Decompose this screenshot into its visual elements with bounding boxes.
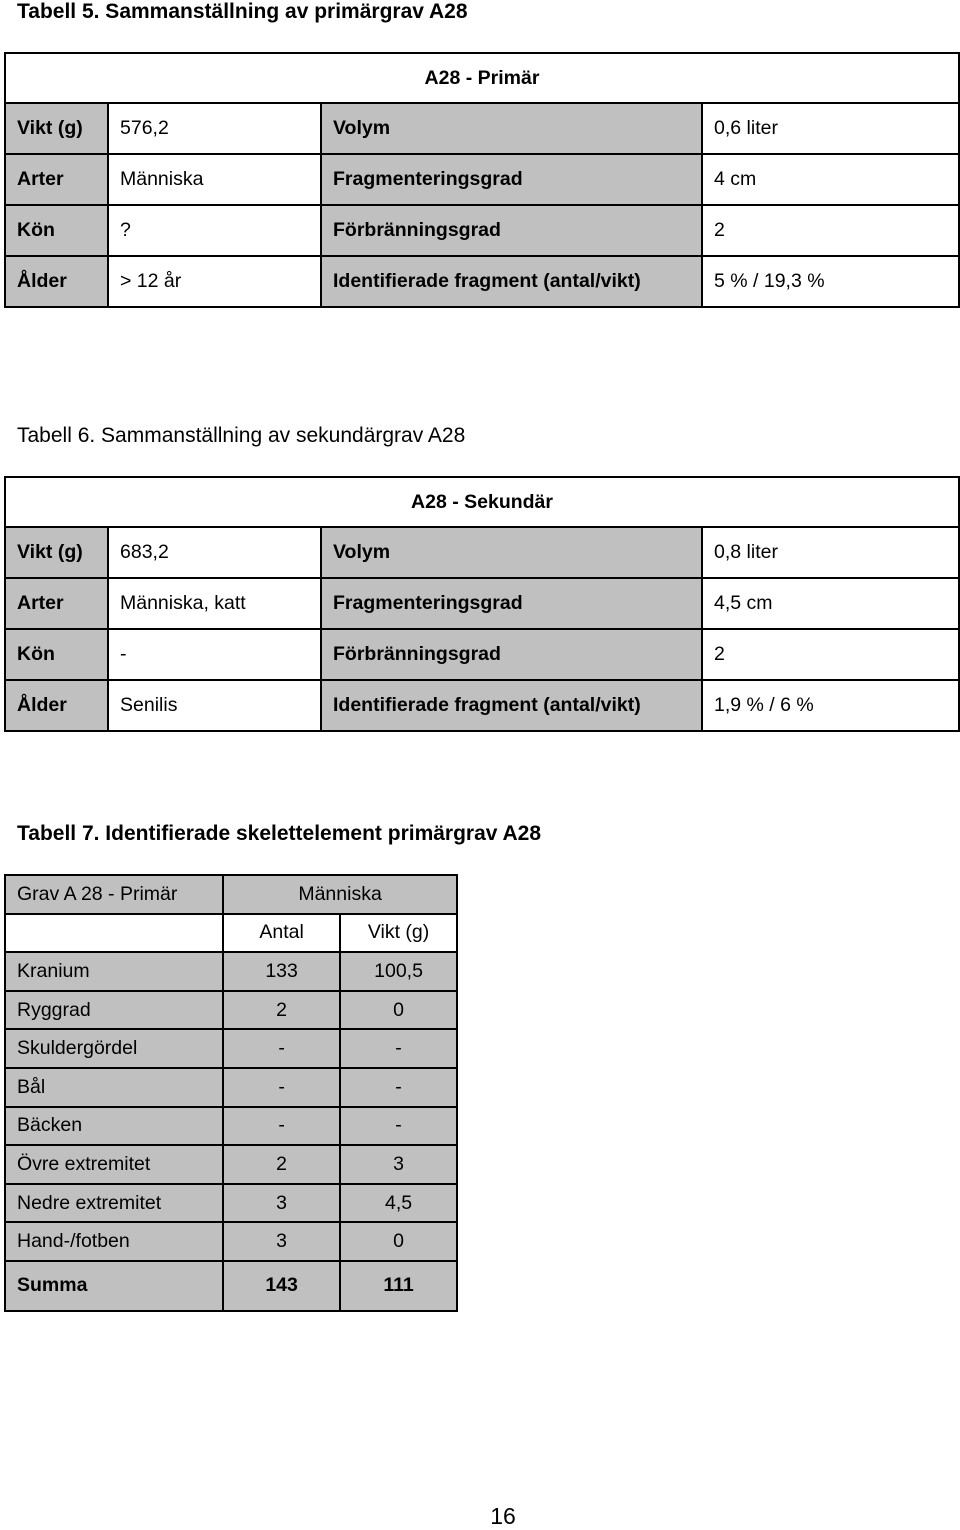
table7 [4,874,458,1312]
table-row: Bål - - [5,1068,457,1107]
total-row: Summa 143 111 [5,1261,457,1311]
table6 [4,476,960,732]
table-row: Kranium 133 100,5 [5,952,457,991]
table-row: Ryggrad 2 0 [5,991,457,1030]
table-row: Hand-/fotben 3 0 [5,1222,457,1261]
table6-header: A28 - Sekundär [5,477,959,527]
table-row: Kön - Förbränningsgrad 2 [5,629,959,680]
col-vikt: Vikt (g) [340,914,457,953]
table-row: Ålder > 12 år Identifierade fragment (antal/vikt) 5 % / 19,3 % [5,256,959,307]
table5-header: A28 - Primär [5,53,959,103]
table-row: Övre extremitet 2 3 [5,1145,457,1184]
table-row: Vikt (g) 683,2 Volym 0,8 liter [5,527,959,578]
table-row: Ålder Senilis Identifierade fragment (antal/vikt) 1,9 % / 6 % [5,680,959,731]
page-number: 16 [490,1503,516,1529]
table-row: Skuldergördel - - [5,1029,457,1068]
table5-caption: Tabell 5. Sammanställning av primärgrav A28 [17,0,468,23]
table7-group: Människa [223,875,457,914]
col-antal: Antal [223,914,340,953]
table-row: Arter Människa, katt Fragmenteringsgrad 4,5 cm [5,578,959,629]
table-row: Nedre extremitet 3 4,5 [5,1184,457,1223]
table7-corner: Grav A 28 - Primär [5,875,223,914]
table-row: Kön ? Förbränningsgrad 2 [5,205,959,256]
table-row: Vikt (g) 576,2 Volym 0,6 liter [5,103,959,154]
table-row: Arter Människa Fragmenteringsgrad 4 cm [5,154,959,205]
table5 [4,52,960,308]
table7-caption: Tabell 7. Identifierade skelettelement primärgrav A28 [17,822,542,845]
table6-caption: Tabell 6. Sammanställning av sekundärgrav A28 [17,424,466,447]
table-row: Bäcken - - [5,1107,457,1146]
